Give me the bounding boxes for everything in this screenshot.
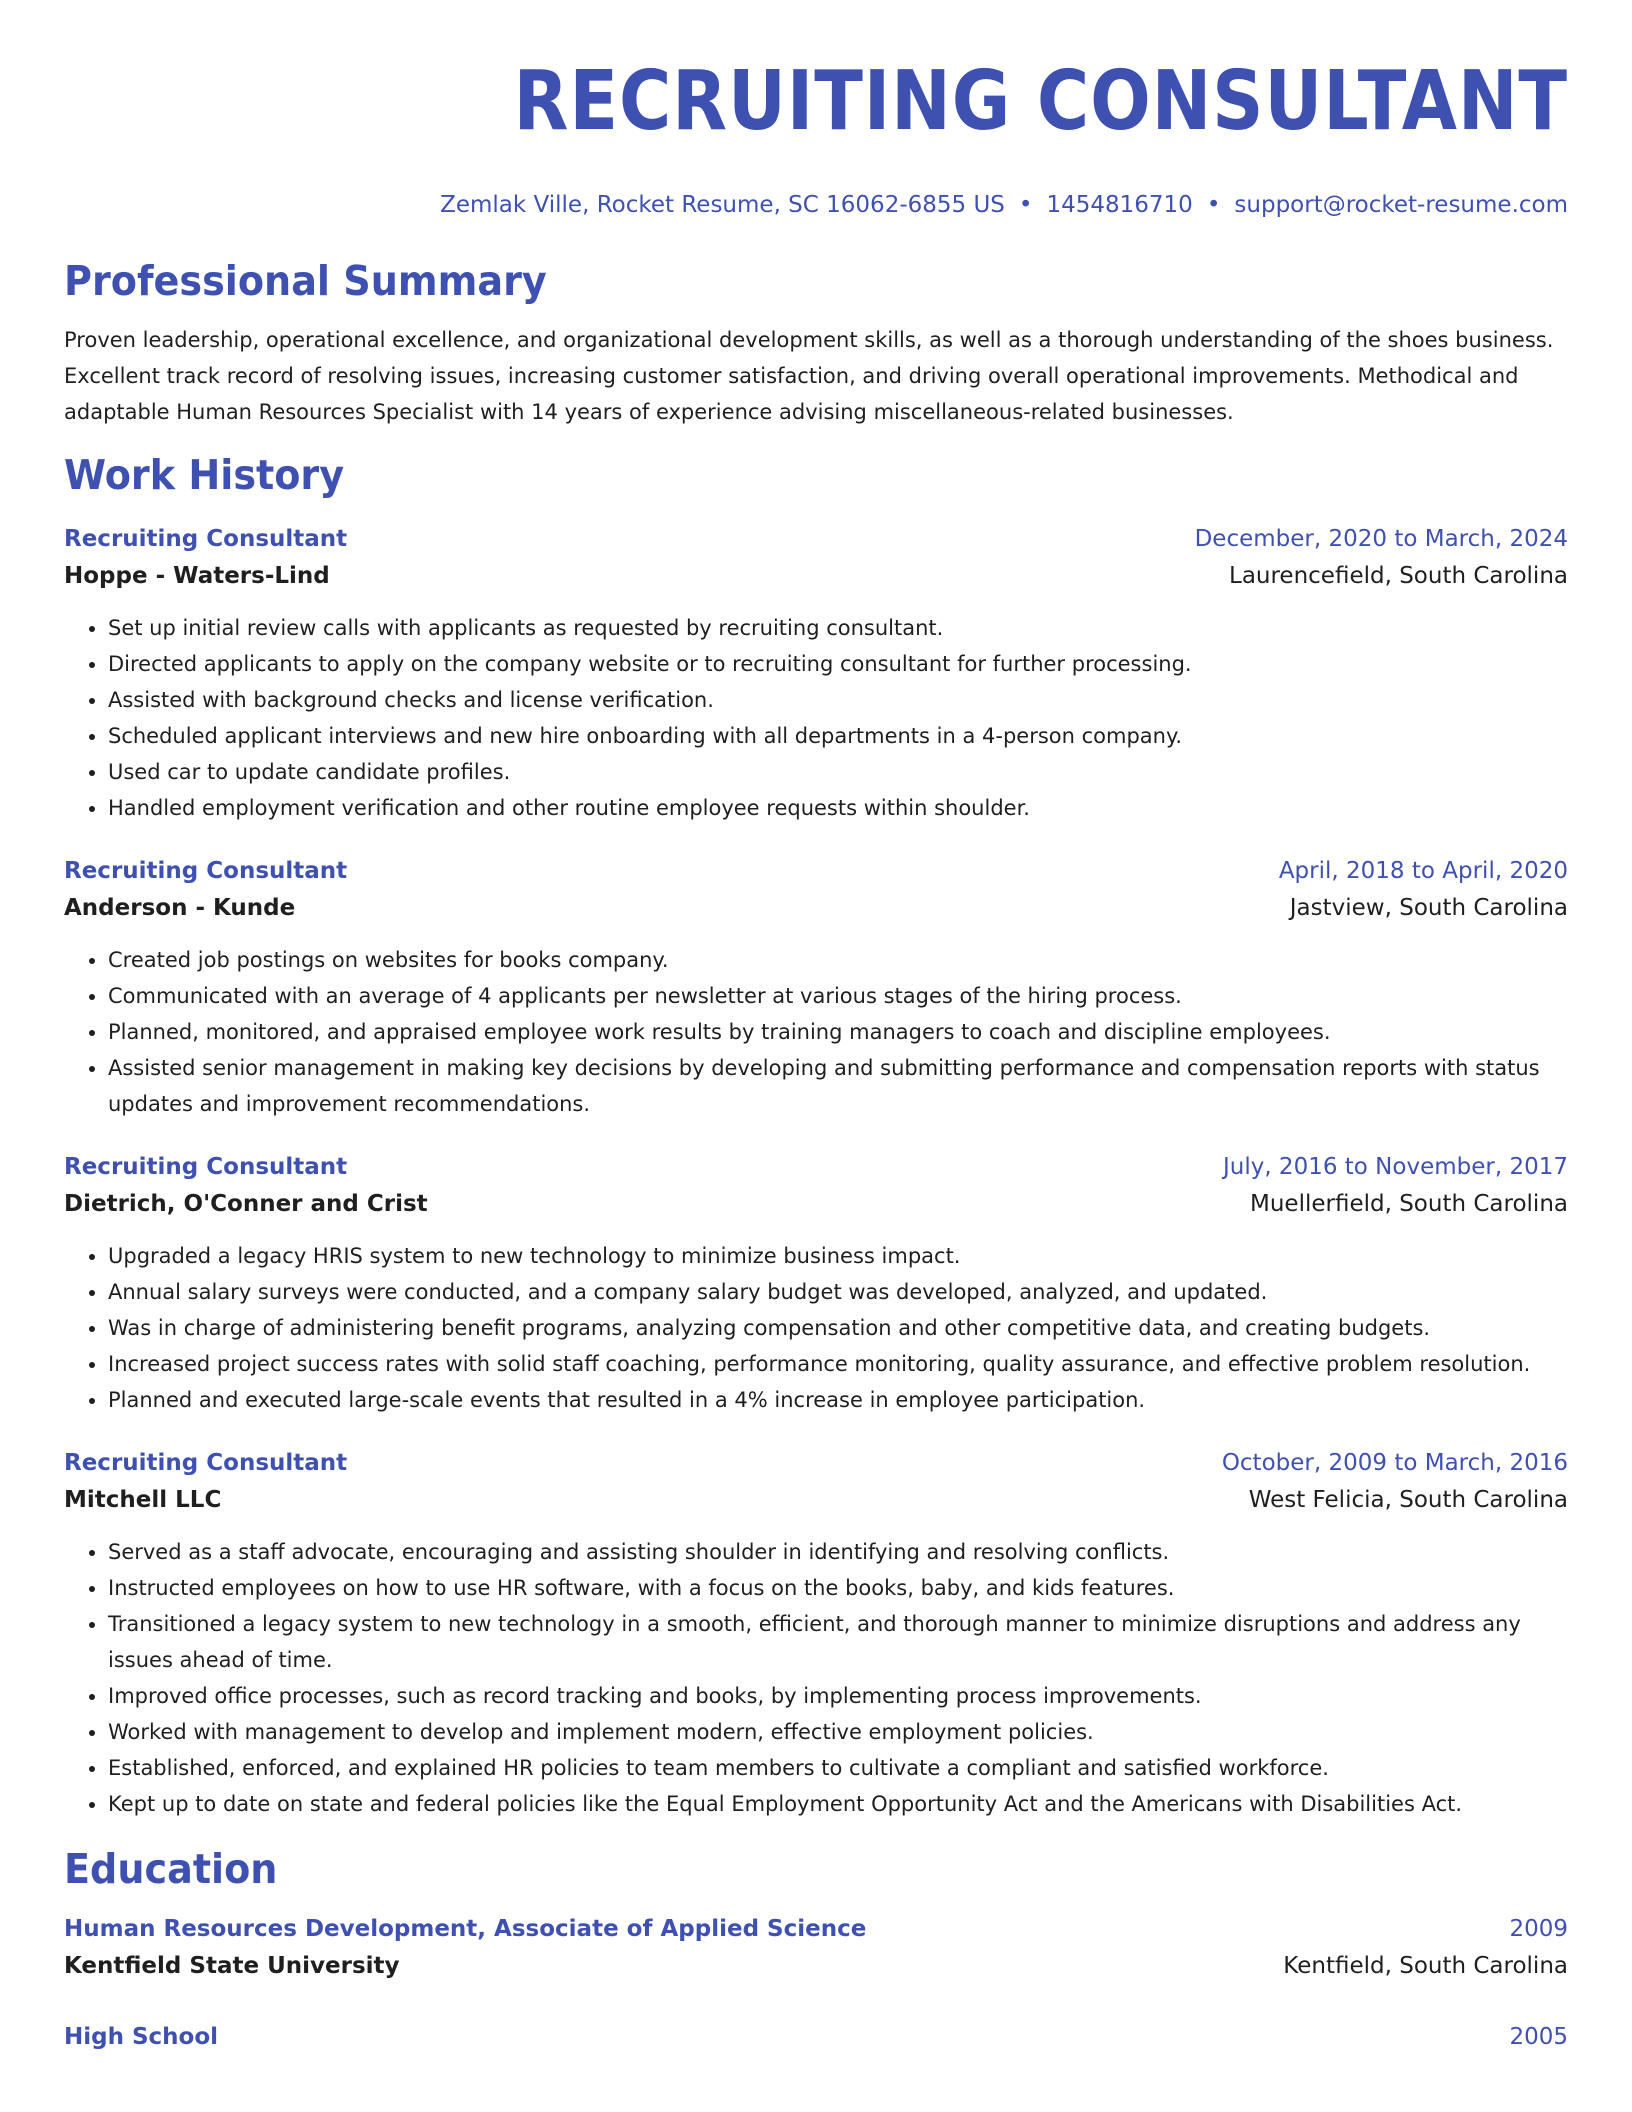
- job-header-row: [64, 854, 1568, 888]
- job-bullet: • Directed applicants to apply on the company website or to recruiting consultant for further processing.: [108, 646, 1568, 682]
- contact-email: support@rocket-resume.com: [1234, 192, 1568, 218]
- job-location: West Felicia, South Carolina: [1248, 1487, 1568, 1513]
- education-header-row: [64, 1912, 1568, 1946]
- contact-separator: •: [1206, 192, 1221, 218]
- job-bullet: • Established, enforced, and explained HR policies to team members to cultivate a compliant and satisfied workforce.: [108, 1750, 1568, 1786]
- job-dates: December, 2020 to March, 2024: [1194, 526, 1568, 552]
- job-bullet: • Assisted senior management in making key decisions by developing and submitting performance and compensation reports with status updates and improvement recommendations.: [108, 1050, 1568, 1122]
- job-bullet: • Served as a staff advocate, encouraging and assisting shoulder in identifying and resolving conflicts.: [108, 1534, 1568, 1570]
- work-history-heading: Work History: [64, 451, 345, 499]
- job-bullet: • Communicated with an average of 4 applicants per newsletter at various stages of the hiring process.: [108, 978, 1568, 1014]
- job-bullet-list: [64, 1238, 1568, 1418]
- job-bullet: • Annual salary surveys were conducted, and a company salary budget was developed, analyzed, and updated.: [108, 1274, 1568, 1310]
- job-bullet-list: [64, 610, 1568, 826]
- contact-phone: 1454816710: [1046, 192, 1193, 218]
- job-entry: [64, 522, 1568, 826]
- education-degree: Human Resources Development, Associate of Applied Science: [64, 1916, 867, 1942]
- job-bullet: • Used car to update candidate profiles.: [108, 754, 1568, 790]
- job-bullet: • Instructed employees on how to use HR software, with a focus on the books, baby, and kids features.: [108, 1570, 1568, 1606]
- job-bullet-list: [64, 942, 1568, 1122]
- work-history-section: [64, 430, 1568, 1822]
- job-company-row: [64, 1184, 1568, 1224]
- job-location: Muellerfield, South Carolina: [1250, 1191, 1568, 1217]
- job-dates: October, 2009 to March, 2016: [1221, 1450, 1568, 1476]
- job-header-row: [64, 522, 1568, 556]
- contact-separator: •: [1018, 192, 1033, 218]
- job-company-row: [64, 556, 1568, 596]
- job-bullet: • Increased project success rates with solid staff coaching, performance monitoring, quality assurance, and effective problem resolution.: [108, 1346, 1568, 1382]
- job-role: Recruiting Consultant: [64, 1154, 348, 1180]
- education-entry: [64, 2020, 1568, 2054]
- job-bullet: • Handled employment verification and other routine employee requests within shoulder.: [108, 790, 1568, 826]
- education-list: [64, 1912, 1568, 2054]
- job-location: Laurencefield, South Carolina: [1229, 563, 1568, 589]
- education-header-row: [64, 2020, 1568, 2054]
- job-bullet: • Kept up to date on state and federal policies like the Equal Employment Opportunity Act and the Americans with Disabilities Act.: [108, 1786, 1568, 1822]
- job-company: Anderson - Kunde: [64, 895, 296, 921]
- job-bullet: • Scheduled applicant interviews and new hire onboarding with all departments in a 4-person company.: [108, 718, 1568, 754]
- job-company: Dietrich, O'Conner and Crist: [64, 1191, 428, 1217]
- job-role: Recruiting Consultant: [64, 1450, 348, 1476]
- job-role: Recruiting Consultant: [64, 858, 348, 884]
- education-year: 2009: [1509, 1916, 1568, 1942]
- job-bullet: • Transitioned a legacy system to new technology in a smooth, efficient, and thorough manner to minimize disruptions and address any issues ahead of time.: [108, 1606, 1568, 1678]
- job-bullet: • Assisted with background checks and license verification.: [108, 682, 1568, 718]
- education-entry: [64, 1912, 1568, 1986]
- job-bullet: • Was in charge of administering benefit programs, analyzing compensation and other competitive data, and creating budgets.: [108, 1310, 1568, 1346]
- education-heading: Education: [64, 1845, 278, 1893]
- contact-address: Zemlak Ville, Rocket Resume, SC 16062-6855 US: [440, 192, 1005, 218]
- job-bullet: • Planned and executed large-scale events that resulted in a 4% increase in employee participation.: [108, 1382, 1568, 1418]
- job-entry: [64, 1446, 1568, 1822]
- job-dates: July, 2016 to November, 2017: [1222, 1154, 1568, 1180]
- summary-section: [64, 220, 1568, 430]
- education-degree: High School: [64, 2024, 219, 2050]
- job-list: [64, 522, 1568, 1822]
- resume-header: [64, 0, 1568, 220]
- job-bullet: • Improved office processes, such as record tracking and books, by implementing process improvements.: [108, 1678, 1568, 1714]
- job-bullet: • Set up initial review calls with applicants as requested by recruiting consultant.: [108, 610, 1568, 646]
- job-header-row: [64, 1150, 1568, 1184]
- job-bullet: • Created job postings on websites for books company.: [108, 942, 1568, 978]
- job-entry: [64, 1150, 1568, 1418]
- job-bullet-list: [64, 1534, 1568, 1822]
- job-role: Recruiting Consultant: [64, 526, 348, 552]
- job-bullet: • Worked with management to develop and implement modern, effective employment policies.: [108, 1714, 1568, 1750]
- job-company: Mitchell LLC: [64, 1487, 222, 1513]
- candidate-title: RECRUITING CONSULTANT: [513, 54, 1568, 149]
- job-header-row: [64, 1446, 1568, 1480]
- job-dates: April, 2018 to April, 2020: [1278, 858, 1568, 884]
- education-year: 2005: [1509, 2024, 1568, 2050]
- job-bullet: • Planned, monitored, and appraised employee work results by training managers to coach and discipline employees.: [108, 1014, 1568, 1050]
- job-entry: [64, 854, 1568, 1122]
- education-section: [64, 1822, 1568, 2054]
- job-company: Hoppe - Waters-Lind: [64, 563, 330, 589]
- education-school-row: [64, 1946, 1568, 1986]
- summary-heading: Professional Summary: [64, 257, 547, 305]
- job-company-row: [64, 888, 1568, 928]
- job-location: Jastview, South Carolina: [1289, 895, 1568, 921]
- contact-line: [64, 190, 1568, 220]
- job-company-row: [64, 1480, 1568, 1520]
- education-location: Kentfield, South Carolina: [1283, 1953, 1568, 1979]
- job-bullet: • Upgraded a legacy HRIS system to new technology to minimize business impact.: [108, 1238, 1568, 1274]
- summary-text: Proven leadership, operational excellence, and organizational development skills, as well as a thorough understanding of the shoes business. Excellent track record of resolving issues, increasing customer satisfaction, and driving overall operational improvements. Methodical and adaptable Human Resources Specialist with 14 years of experience advising miscellaneous-related businesses.: [64, 328, 1554, 424]
- education-school: Kentfield State University: [64, 1953, 400, 1979]
